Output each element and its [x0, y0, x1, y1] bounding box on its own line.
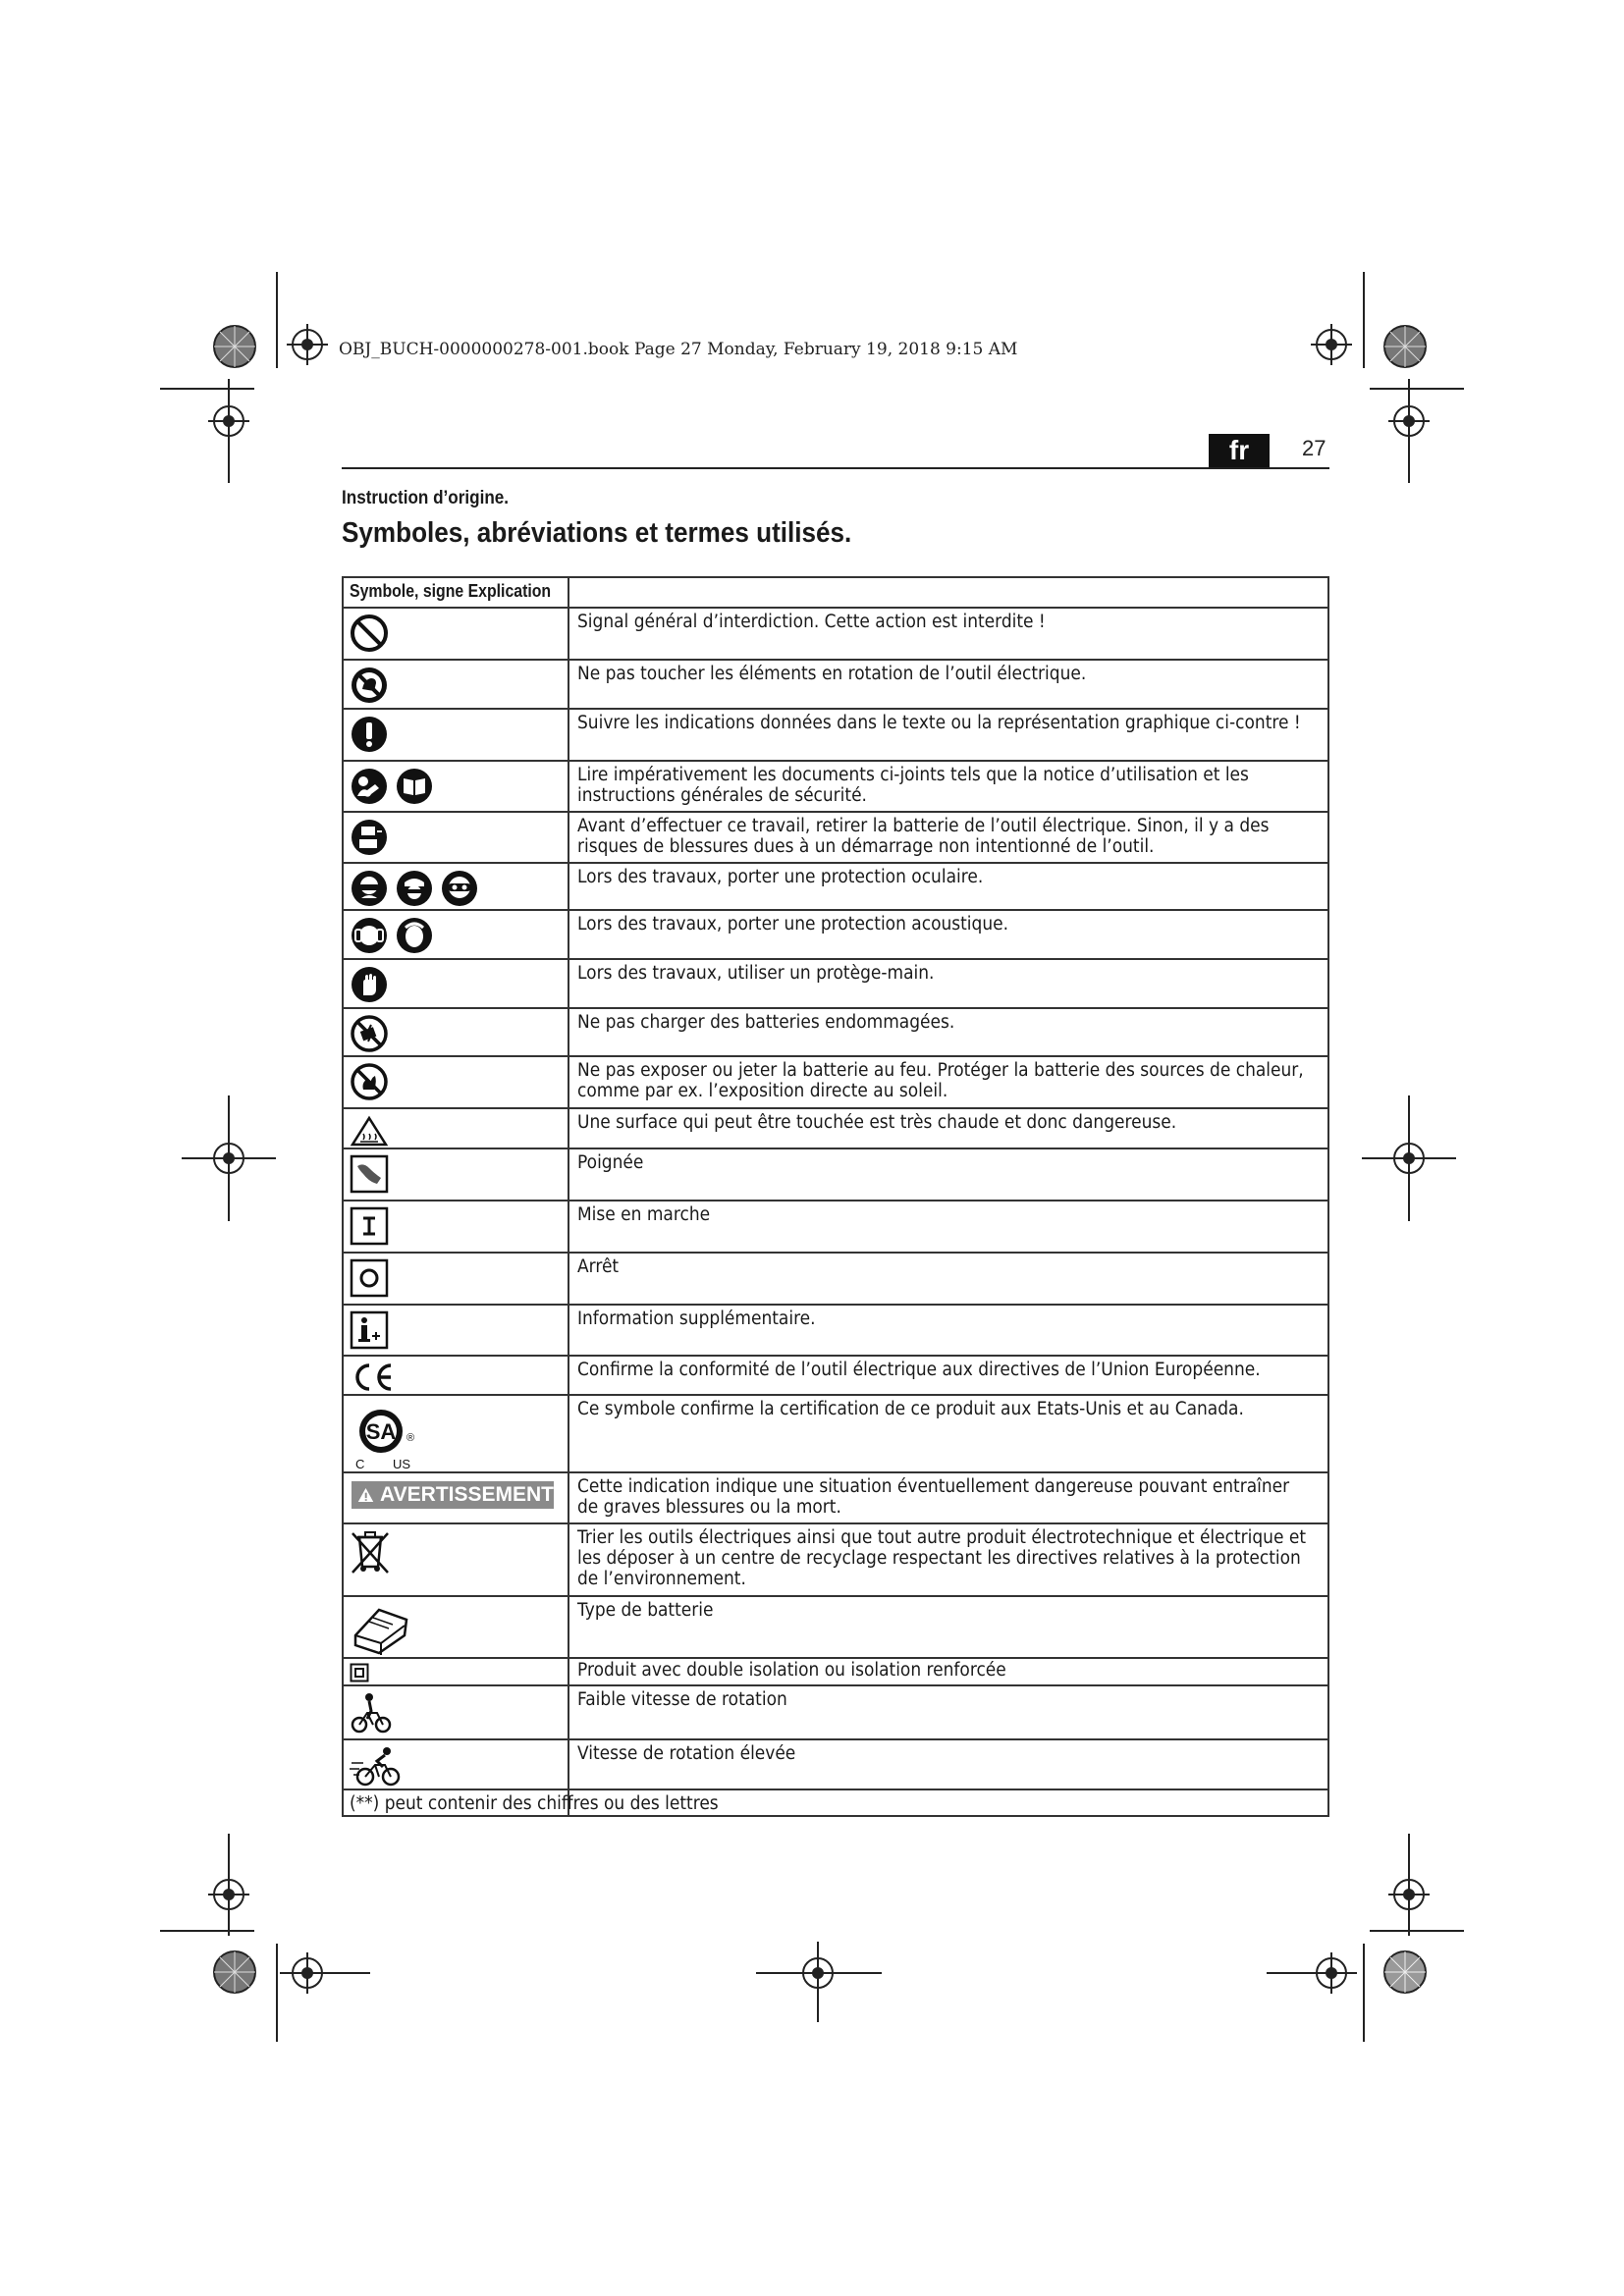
handle-icon: [350, 1154, 389, 1194]
csa-mark-icon: [353, 1402, 422, 1470]
symbols-table: [342, 576, 1329, 1817]
table-row: Lors des travaux, porter une protection oculaire.: [343, 863, 1328, 910]
table-footnote: (**) peut contenir des chiffres ou des lettres: [350, 1793, 719, 1814]
read-manual-icon: [350, 767, 389, 806]
table-row: Ne pas exposer ou jeter la batterie au feu. Protéger la batterie des sources de chaleur, comme par ex. l’exposition directe au soleil.: [343, 1056, 1328, 1108]
document-subtitle: Instruction d’origine.: [342, 488, 510, 508]
no-fire-battery-icon: [350, 1062, 389, 1101]
table-row: Lors des travaux, porter une protection acoustique.: [343, 910, 1328, 959]
warning-badge: AVERTISSEMENT: [352, 1481, 554, 1509]
no-charge-damaged-battery-icon: [350, 1014, 389, 1053]
table-row: SA C US ® Ce symbole confirme la certification de ce produit aux Etats-Unis et au Canada.: [343, 1395, 1328, 1472]
table-row: Ne pas toucher les éléments en rotation de l’outil électrique.: [343, 660, 1328, 709]
svg-text:SA: SA: [365, 1419, 397, 1444]
eye-protection-icon: [350, 869, 389, 908]
document-title: Symboles, abréviations et termes utilisés.: [342, 517, 852, 549]
remove-battery-icon: [350, 818, 389, 857]
language-badge: fr: [1209, 434, 1270, 467]
power-on-icon: [350, 1206, 389, 1246]
table-row: Lire impérativement les documents ci-joints tels que la notice d’utilisation et les instructions générales de sécurité.: [343, 761, 1328, 812]
info-plus-icon: [350, 1310, 389, 1350]
table-row: Une surface qui peut être touchée est très chaude et donc dangereuse.: [343, 1108, 1328, 1148]
table-row: Ne pas charger des batteries endommagées.: [343, 1008, 1328, 1056]
prohibition-icon: [350, 614, 389, 653]
table-row: Type de batterie: [343, 1596, 1328, 1658]
high-speed-icon: [350, 1745, 405, 1789]
table-row: Lors des travaux, utiliser un protège-main.: [343, 959, 1328, 1008]
warning-triangle-icon: [357, 1485, 374, 1505]
table-row: Arrêt: [343, 1253, 1328, 1305]
header-rule: [342, 467, 1329, 469]
table-row: Confirme la conformité de l’outil électrique aux directives de l’Union Européenne.: [343, 1356, 1328, 1395]
table-row: Suivre les indications données dans le texte ou la représentation graphique ci-contre !: [343, 709, 1328, 761]
no-touch-rotating-icon: [350, 666, 389, 705]
file-info-line: OBJ_BUCH-0000000278-001.book Page 27 Monday, February 19, 2018 9:15 AM: [339, 340, 1018, 359]
table-row: Produit avec double isolation ou isolation renforcée: [343, 1658, 1328, 1685]
ce-mark-icon: [350, 1362, 397, 1393]
svg-text:C: C: [355, 1457, 365, 1470]
table-row: Trier les outils électriques ainsi que tout autre produit électrotechnique et électrique et les déposer à un centre de recyclage respectant les directives relatives à la protection de l’environnement.: [343, 1523, 1328, 1596]
power-off-icon: [350, 1258, 389, 1298]
mandatory-exclamation-icon: [350, 715, 389, 754]
registration-rosette-icon: [212, 324, 257, 369]
table-header-label: Symbole, signe Explication: [350, 581, 552, 601]
low-speed-icon: [350, 1691, 393, 1735]
table-row: Information supplémentaire.: [343, 1305, 1328, 1356]
hand-protection-icon: [350, 965, 389, 1004]
ear-protection-icon: [350, 916, 389, 955]
manual-book-icon: [395, 767, 434, 806]
registration-rosette-icon: [212, 1949, 257, 1995]
page-number: 27: [1302, 436, 1326, 460]
svg-text:US: US: [393, 1457, 411, 1470]
table-row: Faible vitesse de rotation: [343, 1685, 1328, 1739]
table-header-row: [343, 577, 1328, 608]
svg-text:®: ®: [406, 1432, 415, 1444]
goggles-icon: [440, 869, 479, 908]
table-row: AVERTISSEMENT Cette indication indique une situation éventuellement dangereuse pouvant entraîner de graves blessures ou la mort.: [343, 1472, 1328, 1523]
face-shield-icon: [395, 869, 434, 908]
table-row: Avant d’effectuer ce travail, retirer la batterie de l’outil électrique. Sinon, il y a des risques de blessures dues à un démarrage non intentionné de l’outil.: [343, 812, 1328, 863]
table-row: Vitesse de rotation élevée: [343, 1739, 1328, 1789]
registration-target-icon: [1311, 324, 1352, 365]
double-insulation-icon: [350, 1663, 369, 1682]
table-row: Signal général d’interdiction. Cette action est interdite !: [343, 608, 1328, 660]
ear-defender-icon: [395, 916, 434, 955]
hot-surface-icon: [350, 1114, 389, 1148]
table-row: Poignée: [343, 1148, 1328, 1201]
registration-rosette-icon: [1382, 1949, 1428, 1995]
registration-target-icon: [287, 324, 328, 365]
registration-rosette-icon: [1382, 324, 1428, 369]
weee-bin-icon: [350, 1529, 391, 1575]
table-footnote-row: [343, 1789, 1328, 1816]
battery-pack-icon: [350, 1602, 412, 1657]
table-row: Mise en marche: [343, 1201, 1328, 1253]
